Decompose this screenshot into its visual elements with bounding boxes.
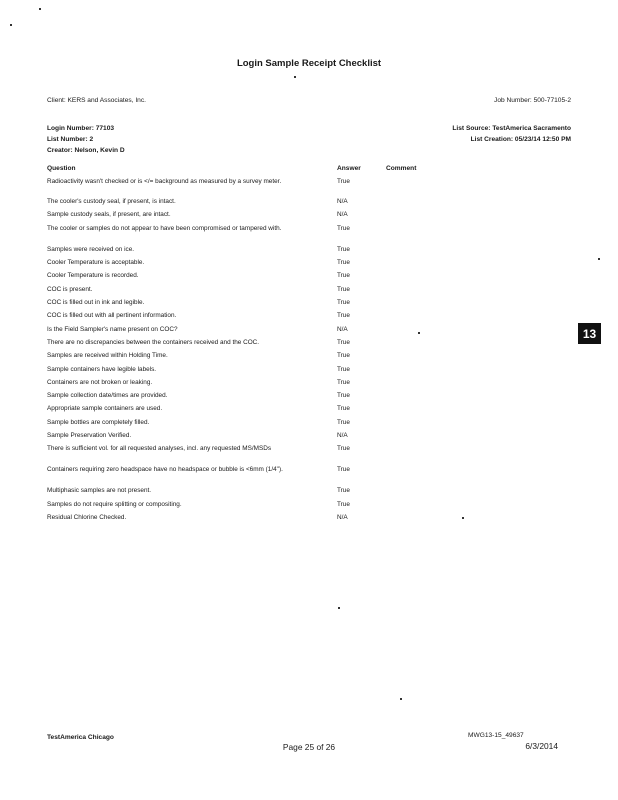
question-text: Samples were received on ice. — [47, 246, 135, 253]
question-text: Sample containers have legible labels. — [47, 366, 157, 373]
answer-column-header: Answer — [337, 165, 361, 172]
answer-value: True — [337, 366, 350, 373]
question-text: Multiphasic samples are not present. — [47, 487, 152, 494]
section-tab: 13 — [578, 323, 601, 344]
scan-speck — [418, 332, 420, 334]
question-text: Containers requiring zero headspace have no headspace or bubble is <6mm (1/4"). — [47, 466, 283, 473]
answer-value: True — [337, 445, 350, 452]
client-name: Client: KERS and Associates, Inc. — [47, 97, 146, 104]
scan-speck — [294, 76, 296, 78]
scan-speck — [338, 607, 340, 609]
answer-value: True — [337, 352, 350, 359]
scan-speck — [462, 517, 464, 519]
question-text: Cooler Temperature is acceptable. — [47, 259, 145, 266]
question-text: Containers are not broken or leaking. — [47, 379, 153, 386]
login-number: Login Number: 77103 — [47, 125, 115, 132]
answer-value: True — [337, 379, 350, 386]
document-id: MWG13-15_49637 — [468, 732, 524, 739]
list-number: List Number: 2 — [47, 136, 94, 143]
comment-column-header: Comment — [386, 165, 417, 172]
question-text: Sample custody seals, if present, are intact. — [47, 211, 171, 218]
job-number: Job Number: 500-77105-2 — [494, 97, 571, 104]
answer-value: True — [337, 286, 350, 293]
question-text: Sample Preservation Verified. — [47, 432, 132, 439]
answer-value: True — [337, 259, 350, 266]
answer-value: True — [337, 246, 350, 253]
question-text: The cooler's custody seal, if present, is intact. — [47, 198, 176, 205]
answer-value: True — [337, 225, 350, 232]
question-text: There are no discrepancies between the containers received and the COC. — [47, 339, 260, 346]
question-column-header: Question — [47, 165, 76, 172]
answer-value: True — [337, 419, 350, 426]
answer-value: True — [337, 466, 350, 473]
question-text: Cooler Temperature is recorded. — [47, 272, 139, 279]
answer-value: True — [337, 339, 350, 346]
answer-value: True — [337, 312, 350, 319]
question-text: COC is filled out in ink and legible. — [47, 299, 145, 306]
question-text: Samples do not require splitting or compositing. — [47, 501, 182, 508]
answer-value: True — [337, 392, 350, 399]
answer-value: N/A — [337, 211, 348, 218]
question-text: Appropriate sample containers are used. — [47, 405, 163, 412]
answer-value: True — [337, 405, 350, 412]
creator: Creator: Nelson, Kevin D — [47, 147, 125, 154]
answer-value: N/A — [337, 514, 348, 521]
list-source: List Source: TestAmerica Sacramento — [452, 125, 571, 132]
question-text: The cooler or samples do not appear to have been compromised or tampered with. — [47, 225, 282, 232]
question-text: Sample bottles are completely filled. — [47, 419, 150, 426]
document-date: 6/3/2014 — [525, 741, 558, 751]
answer-value: N/A — [337, 432, 348, 439]
question-text: Samples are received within Holding Time. — [47, 352, 168, 359]
scan-speck — [400, 698, 402, 700]
answer-value: True — [337, 299, 350, 306]
question-text: Is the Field Sampler's name present on COC? — [47, 326, 178, 333]
question-text: There is sufficient vol. for all requested analyses, incl. any requested MS/MSDs — [47, 445, 272, 452]
page-number: Page 25 of 26 — [282, 742, 336, 752]
question-text: Radioactivity wasn't checked or is </= background as measured by a survey meter. — [47, 178, 282, 185]
answer-value: True — [337, 272, 350, 279]
footer-lab-name: TestAmerica Chicago — [47, 734, 114, 741]
answer-value: True — [337, 178, 350, 185]
question-text: Residual Chlorine Checked. — [47, 514, 127, 521]
answer-value: N/A — [337, 326, 348, 333]
scan-speck — [598, 258, 600, 260]
list-creation: List Creation: 05/23/14 12:50 PM — [470, 136, 571, 143]
scan-speck — [10, 24, 12, 26]
answer-value: True — [337, 487, 350, 494]
scan-speck — [39, 8, 41, 10]
question-text: COC is filled out with all pertinent information. — [47, 312, 177, 319]
answer-value: True — [337, 501, 350, 508]
page-title: Login Sample Receipt Checklist — [236, 58, 382, 69]
question-text: COC is present. — [47, 286, 93, 293]
answer-value: N/A — [337, 198, 348, 205]
question-text: Sample collection date/times are provided. — [47, 392, 168, 399]
